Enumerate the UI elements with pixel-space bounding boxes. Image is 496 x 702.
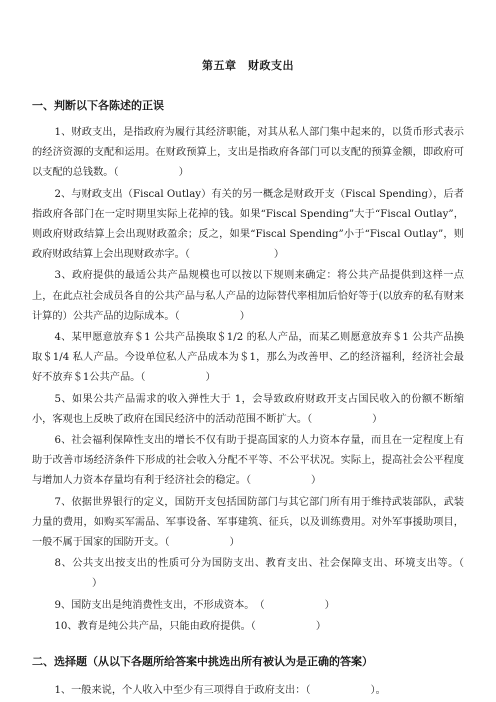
question-item: 5、如果公共产品需求的收入弹性大于 1，会导致政府财政开支占国民收入的份额不断缩小，客观也上反映了政府在国民经济中的活动范围不断扩大。（ ） (32, 393, 464, 425)
question-item: 8、公共支出按支出的性质可分为国防支出、教育支出、社会保障支出、环境支出等。（） (54, 558, 464, 590)
question-item: 4、某甲愿意放弃＄1 公共产品换取＄1/2 的私人产品，而某乙则愿意放弃＄1 公共产品换取＄1/4 私人产品。今设单位私人产品成本为＄1，那么为改善甲、乙的经济福利，经济社会最好不放弃＄1公共产品。（ ） (32, 332, 464, 384)
question-item: 10、教育是纯公共产品，只能由政府提供。（ ） (54, 620, 327, 632)
section-heading-multiple-choice: 二、选择题（从以下各题所给答案中挑选出所有被认为是正确的答案） (32, 655, 373, 669)
section-heading-true-false: 一、判断以下各陈述的正误 (32, 99, 164, 112)
question-item: 2、与财政支出（Fiscal Outlay）有关的另一概念是财政开支（Fiscal Spending），后者指政府各部门在一定时期里实际上花掉的钱。如果“Fiscal Spending”大于“Fiscal Outlay”，则政府财政结算上会出现财政盈余；反之，如果“Fiscal Spending”小于“Fiscal Outlay”，则政府财政结算上会出现财政赤字。（ ） (32, 188, 464, 261)
question-item: 1、一般来说，个人收入中至少有三项得自于政府支出：（ ）。 (54, 685, 386, 697)
question-item: 1、财政支出，是指政府为履行其经济职能，对其从私人部门集中起来的，以货币形式表示的经济资源的支配和运用。在财政预算上，支出是指政府各部门可以支配的预算金额，即政府可以支配的总钱数。（ ） (32, 127, 464, 179)
question-item: 6、社会福利保障性支出的增长不仅有助于提高国家的人力资本存量，而且在一定程度上有助于改善市场经济条件下形成的社会收入分配不平等、不公平状况。实际上，提高社会公平程度与增加人力资本存量均有利于经济社会的稳定。（ ） (32, 435, 464, 487)
chapter-title: 第五章 财政支出 (202, 59, 294, 72)
question-item: 9、国防支出是纯消费性支出，不形成资本。 （ ） (54, 599, 335, 611)
question-item: 7、依据世界银行的定义，国防开支包括国防部门与其它部门所有用于维持武装部队，武装力量的费用，如购买军需品、军事设备、军事建筑、征兵，以及训练费用。对外军事援助项目，一般不属于国家的国防开支。（ ） (32, 496, 464, 549)
question-item: 3、政府提供的最适公共产品规模也可以按以下规则来确定：将公共产品提供到这样一点上，在此点社会成员各自的公共产品与私人产品的边际替代率相加后恰好等于(以放弃的私有财来计算的）公共产品的边际成本。（ ） (32, 270, 464, 322)
